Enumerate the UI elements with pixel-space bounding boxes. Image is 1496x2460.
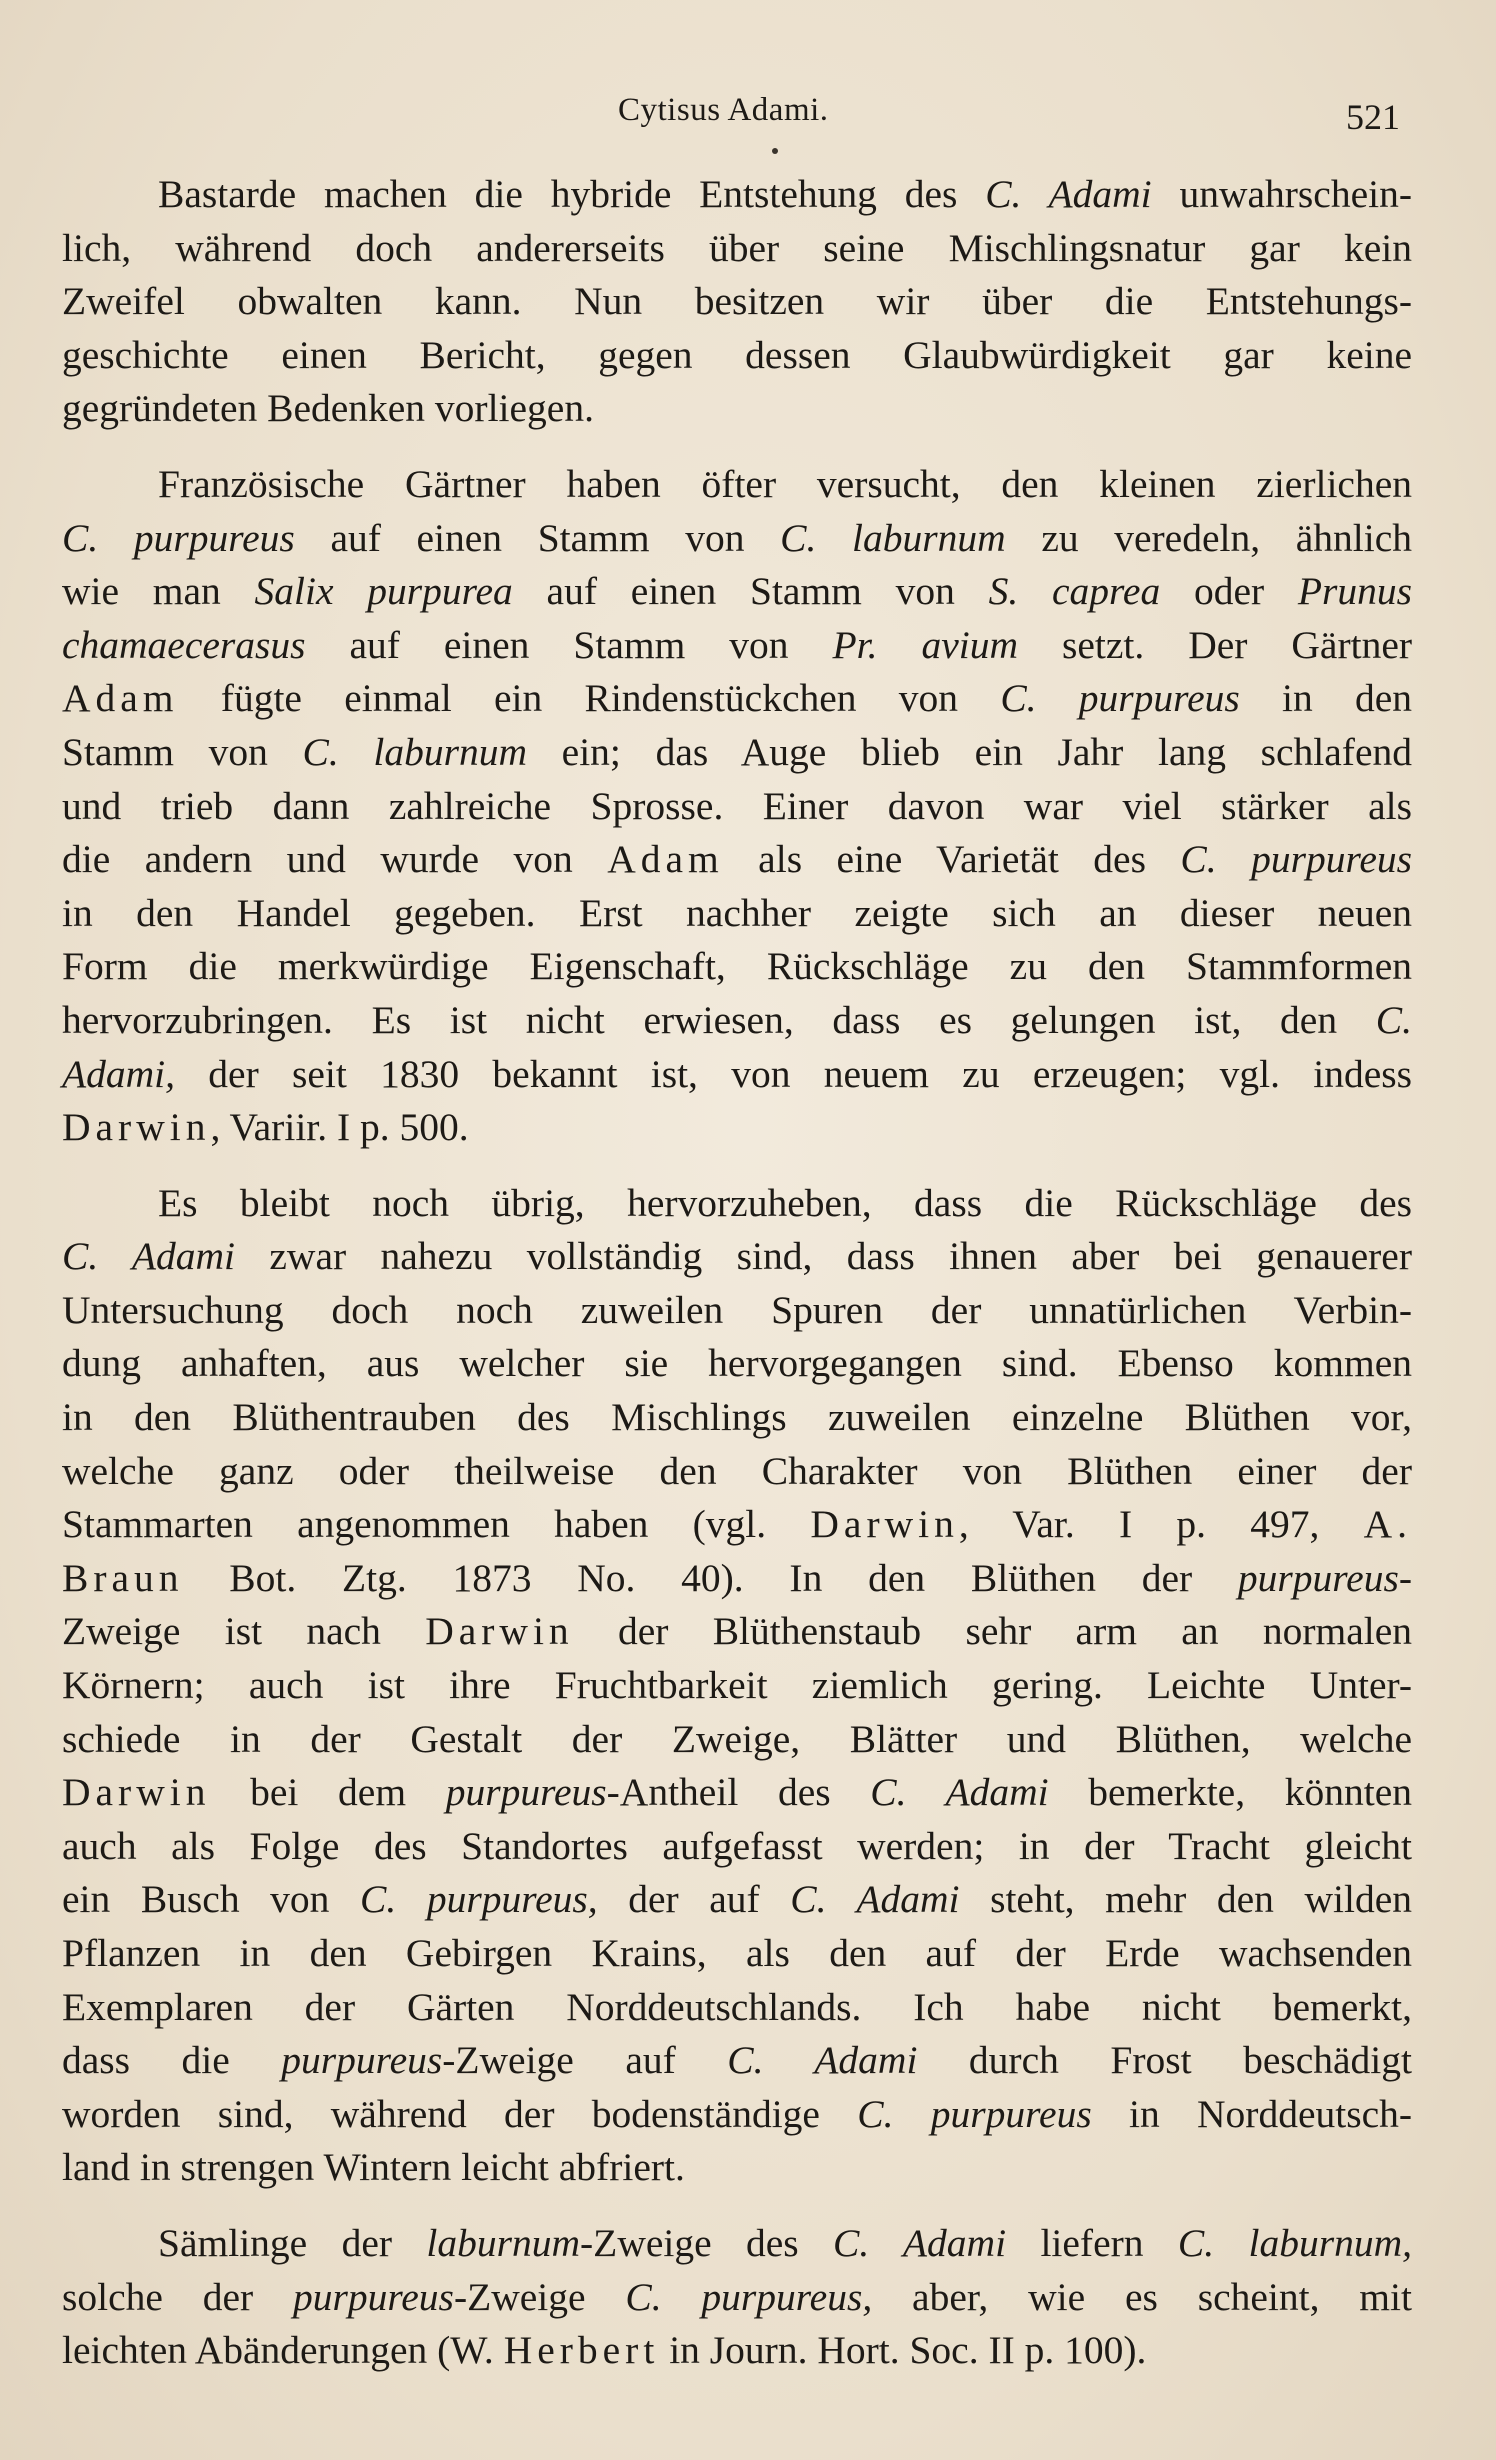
text-run: setzt. Der Gärtner	[1018, 622, 1413, 667]
paragraph	[62, 2217, 1412, 2378]
text-line	[62, 1337, 1412, 1391]
spaced-name: Adam	[607, 837, 724, 882]
text-run: worden sind, während der bodenständige	[62, 2091, 858, 2136]
italic-run: Prunus	[1297, 569, 1412, 614]
spaced-name: A.	[1363, 1502, 1412, 1547]
text-line	[62, 2324, 1412, 2378]
text-line	[62, 168, 1412, 222]
page-header	[0, 92, 1496, 142]
text-line	[62, 1552, 1412, 1606]
text-run: Sämlinge der	[158, 2220, 427, 2265]
italic-run: C. purpureus	[857, 2091, 1092, 2136]
text-run: Es bleibt noch übrig, hervorzuheben, dass die Rückschläge des	[158, 1180, 1412, 1225]
text-line	[62, 1820, 1412, 1874]
text-run: zu veredeln, ähnlich	[1005, 515, 1412, 560]
text-run: Zweige ist nach	[62, 1609, 426, 1654]
italic-run: C. Adami	[790, 1877, 960, 1922]
italic-run: C. Adami	[870, 1770, 1049, 1815]
text-run: Französische Gärtner haben öfter versucht, den kleinen zierlichen	[158, 461, 1412, 506]
text-run: schiede in der Gestalt der Zweige, Blätter und Blüthen, welche	[62, 1716, 1412, 1761]
text-run: -Zweige des	[580, 2220, 834, 2265]
text-run: -Zweige auf	[442, 2038, 728, 2083]
text-run: fügte einmal ein Rindenstückchen von	[178, 676, 1001, 721]
spaced-name: Darwin	[62, 1770, 211, 1815]
text-run: Form die merkwürdige Eigenschaft, Rückschläge zu den Stammformen	[62, 944, 1412, 989]
text-line	[62, 1927, 1412, 1981]
text-line	[62, 2088, 1412, 2142]
italic-run: Adami,	[62, 1051, 176, 1096]
spaced-name: Darwin	[425, 1609, 574, 1654]
spaced-name: Herbert	[503, 2328, 660, 2373]
text-run: , Variir. I p. 500.	[210, 1105, 469, 1150]
italic-run: C. purpureus,	[625, 2274, 873, 2319]
text-run: ein Busch von	[62, 1877, 361, 1922]
text-run: dass die	[62, 2038, 282, 2083]
italic-run: purpureus-	[1237, 1555, 1412, 1600]
text-run: zwar nahezu vollständig sind, dass ihnen aber bei genauerer	[235, 1234, 1412, 1279]
text-line	[62, 1498, 1412, 1552]
text-line	[62, 1230, 1412, 1284]
text-run: der auf	[597, 1877, 791, 1922]
italic-run: purpureus	[293, 2274, 454, 2319]
text-line	[62, 1284, 1412, 1338]
spaced-name: Braun	[62, 1555, 184, 1600]
text-line	[62, 1391, 1412, 1445]
text-run: Zweifel obwalten kann. Nun besitzen wir über die Entstehungs-	[62, 279, 1412, 324]
paragraph	[62, 168, 1412, 436]
text-run: unwahrschein-	[1151, 172, 1412, 216]
page-number: 521	[1346, 97, 1400, 137]
text-run: in Norddeutsch-	[1091, 2091, 1413, 2136]
italic-run: C. laburnum,	[1177, 2220, 1412, 2265]
text-run: Stammarten angenommen haben (vgl.	[62, 1502, 811, 1547]
text-run: steht, mehr den wilden	[959, 1877, 1413, 1922]
spaced-name: Darwin	[62, 1105, 211, 1150]
text-run: oder	[1160, 569, 1298, 614]
text-line	[62, 512, 1412, 566]
italic-run: purpureus	[281, 2038, 443, 2083]
italic-run: S. caprea	[988, 569, 1161, 614]
text-run: auf einen Stamm von	[305, 622, 833, 667]
italic-run: laburnum	[426, 2220, 581, 2265]
italic-run: C. Adami	[833, 2220, 1007, 2265]
spaced-name: Darwin	[810, 1502, 959, 1547]
text-line	[62, 222, 1412, 276]
text-run: durch Frost beschädigt	[917, 2038, 1412, 2083]
text-run: als eine Varietät des	[723, 837, 1181, 882]
paragraph	[62, 1177, 1412, 2195]
text-line	[62, 619, 1412, 673]
text-run: lich, während doch andererseits über seine Mischlingsnatur gar kein	[62, 225, 1412, 270]
text-run: der seit 1830 bekannt ist, von neuem zu erzeugen; vgl. indess	[175, 1051, 1412, 1096]
italic-run: Salix purpurea	[254, 569, 513, 614]
italic-run: C. purpureus	[1000, 676, 1240, 721]
text-run: auf einen Stamm von	[294, 515, 781, 560]
text-line	[62, 329, 1412, 383]
text-run: land in strengen Wintern leicht abfriert.	[62, 2145, 685, 2190]
text-line	[62, 1177, 1412, 1231]
text-line	[62, 1873, 1412, 1927]
running-title: Cytisus Adami.	[618, 92, 829, 128]
text-run: und trieb dann zahlreiche Sprosse. Einer davon war viel stärker als	[62, 783, 1412, 828]
italic-run: C. Adami	[985, 172, 1152, 216]
text-line	[62, 940, 1412, 994]
text-run: geschichte einen Bericht, gegen dessen Glaubwürdigkeit gar keine	[62, 332, 1412, 377]
text-run: Stamm von	[62, 729, 303, 774]
text-line	[62, 1659, 1412, 1713]
text-run: -Antheil des	[606, 1770, 871, 1815]
text-line	[62, 382, 1412, 436]
text-run: gegründeten Bedenken vorliegen.	[62, 386, 594, 431]
body-text	[62, 168, 1412, 2378]
text-run: hervorzubringen. Es ist nicht erwiesen, dass es gelungen ist, den	[62, 997, 1376, 1042]
paragraph	[62, 458, 1412, 1155]
spaced-name: Adam	[62, 676, 179, 721]
text-run: Pflanzen in den Gebirgen Krains, als den auf der Erde wachsenden	[62, 1931, 1412, 1975]
text-run: liefern	[1006, 2220, 1178, 2265]
text-line	[62, 2141, 1412, 2195]
text-line	[62, 726, 1412, 780]
text-line	[62, 275, 1412, 329]
text-run: Exemplaren der Gärten Norddeutschlands. Ich habe nicht bemerkt,	[62, 1984, 1412, 2029]
text-line	[62, 887, 1412, 941]
text-run: Körnern; auch ist ihre Fruchtbarkeit ziemlich gering. Leichte Unter-	[62, 1663, 1412, 1708]
text-line	[62, 1981, 1412, 2035]
text-run: Bot. Ztg. 1873 No. 40). In den Blüthen der	[183, 1555, 1238, 1600]
italic-run: C. Adami	[62, 1234, 236, 1279]
text-line	[62, 1445, 1412, 1499]
text-run: ein; das Auge blieb ein Jahr lang schlafend	[527, 729, 1412, 774]
text-run: Untersuchung doch noch zuweilen Spuren der unnatürlichen Verbin-	[62, 1287, 1412, 1332]
text-run: in den Blüthentrauben des Mischlings zuweilen einzelne Blüthen vor,	[62, 1395, 1412, 1440]
text-line	[62, 1713, 1412, 1767]
text-line	[62, 2034, 1412, 2088]
italic-run: chamaecerasus	[62, 622, 306, 667]
text-run: der Blüthenstaub sehr arm an normalen	[573, 1609, 1413, 1654]
text-run: wie man	[62, 569, 255, 614]
text-line	[62, 994, 1412, 1048]
text-line	[62, 1048, 1412, 1102]
text-line	[62, 1101, 1412, 1155]
text-run: leichten Abänderungen (W.	[62, 2328, 504, 2373]
text-run: , Var. I p. 497,	[958, 1502, 1364, 1547]
text-run: auf einen Stamm von	[512, 569, 989, 614]
text-run: in Journ. Hort. Soc. II p. 100).	[659, 2328, 1147, 2373]
text-line	[62, 1766, 1412, 1820]
text-line	[62, 458, 1412, 512]
text-run: in den Handel gegeben. Erst nachher zeigte sich an dieser neuen	[62, 890, 1412, 935]
text-line	[62, 672, 1412, 726]
text-line	[62, 2217, 1412, 2271]
italic-run: C. purpureus	[1180, 837, 1413, 882]
ink-dot	[772, 148, 778, 154]
italic-run: C. purpureus,	[360, 1877, 598, 1922]
italic-run: C. purpureus	[62, 515, 295, 560]
text-run: welche ganz oder theilweise den Charakter von Blüthen einer der	[62, 1448, 1412, 1493]
text-run: dung anhaften, aus welcher sie hervorgegangen sind. Ebenso kommen	[62, 1341, 1412, 1386]
text-run: Bastarde machen die hybride Entstehung des	[158, 172, 986, 216]
italic-run: C. laburnum	[780, 515, 1006, 560]
text-run: bei dem	[210, 1770, 446, 1815]
text-run: auch als Folge des Standortes aufgefasst werden; in der Tracht gleicht	[62, 1823, 1412, 1868]
italic-run: C.	[1375, 997, 1412, 1042]
text-run: solche der	[62, 2274, 293, 2319]
text-line	[62, 780, 1412, 834]
text-run: aber, wie es scheint, mit	[872, 2274, 1412, 2319]
text-run: bemerkte, könnten	[1048, 1770, 1412, 1815]
text-line	[62, 565, 1412, 619]
text-run: in den	[1239, 676, 1413, 721]
italic-run: purpureus	[445, 1770, 607, 1815]
text-line	[62, 2271, 1412, 2325]
italic-run: Pr. avium	[832, 622, 1019, 667]
italic-run: C. Adami	[727, 2038, 918, 2083]
text-run: die andern und wurde von	[62, 837, 608, 882]
text-run: -Zweige	[453, 2274, 626, 2319]
text-line	[62, 833, 1412, 887]
italic-run: C. laburnum	[302, 729, 528, 774]
text-line	[62, 1605, 1412, 1659]
